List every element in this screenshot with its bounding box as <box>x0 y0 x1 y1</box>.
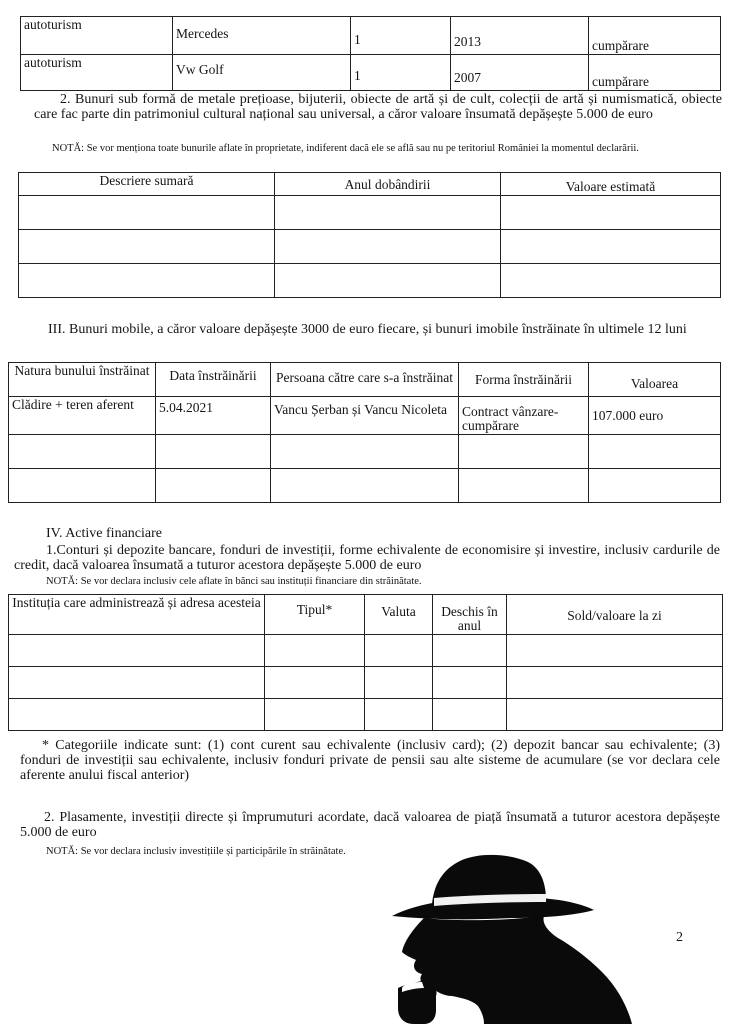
header-date: Data înstrăinării <box>156 363 271 397</box>
section5-note: NOTĂ: Se vor declara inclusiv investițiile și participările în străinătate. <box>46 846 346 857</box>
table-row <box>9 635 723 667</box>
vehicle-count-cell: 1 <box>351 17 451 55</box>
vehicle-type-cell: autoturism <box>21 55 173 91</box>
section5-text: 2. Plasamente, investiții directe și împrumuturi acordate, dacă valoarea de piață însumată a tuturor acestora depășește 5.000 de euro <box>20 810 720 840</box>
alienated-date-cell: 5.04.2021 <box>156 397 271 435</box>
vehicle-mode-cell: cumpărare <box>589 17 721 55</box>
alienated-nature-cell: Clădire + teren aferent <box>9 397 156 435</box>
table-row <box>9 397 721 435</box>
header-opened-year: Deschis în anul <box>433 595 507 635</box>
header-type: Tipul* <box>265 595 365 635</box>
table-row <box>9 667 723 699</box>
section2-text: 2. Bunuri sub formă de metale prețioase, bijuterii, obiecte de artă și de cult, colecții de artă și numismatică, obiecte care fac parte din patrimoniul cultural național sau universal, a căror valoare însumată depășește 5.000 de euro <box>34 92 722 122</box>
table-header-row <box>9 363 721 397</box>
table-row <box>21 17 721 55</box>
header-form: Forma înstrăinării <box>459 363 589 397</box>
header-description: Descriere sumară <box>19 173 275 196</box>
section4-title: IV. Active financiare <box>46 526 162 541</box>
vehicle-brand-cell: Vw Golf <box>173 55 351 91</box>
section2-table <box>18 172 721 298</box>
table-header-row <box>19 173 721 196</box>
page-number: 2 <box>676 930 683 945</box>
header-balance: Sold/valoare la zi <box>507 595 723 635</box>
table-header-row <box>9 595 723 635</box>
detective-silhouette-icon <box>332 838 632 1024</box>
section3-text: III. Bunuri mobile, a căror valoare depășește 3000 de euro fiecare, și bunuri imobile înstrăinate în ultimele 12 luni <box>48 322 687 337</box>
table-row <box>9 469 721 503</box>
section4-footnote: * Categoriile indicate sunt: (1) cont curent sau echivalente (inclusiv card); (2) depozit bancar sau echivalente; (3) fonduri de investiții sau echivalente, inclusiv fonduri private de pensii sau alte sisteme de acumulare (se vor declara cele aferente anului fiscal anterior) <box>20 738 720 783</box>
table-row <box>9 435 721 469</box>
vehicle-mode-cell: cumpărare <box>589 55 721 91</box>
section3-table <box>8 362 721 503</box>
header-institution: Instituția care administrează și adresa acesteia <box>9 595 265 635</box>
table-row <box>9 699 723 731</box>
vehicle-count-cell: 1 <box>351 55 451 91</box>
table-row <box>19 264 721 298</box>
section4-table <box>8 594 723 731</box>
vehicle-year-cell: 2013 <box>451 17 589 55</box>
table-row <box>19 230 721 264</box>
table-row <box>19 196 721 230</box>
header-value: Valoarea <box>589 363 721 397</box>
alienated-form-cell: Contract vânzare-cumpărare <box>459 397 589 435</box>
header-nature: Natura bunului înstrăinat <box>9 363 156 397</box>
vehicles-table <box>20 16 721 91</box>
table-row <box>21 55 721 91</box>
alienated-value-cell: 107.000 euro <box>589 397 721 435</box>
vehicle-year-cell: 2007 <box>451 55 589 91</box>
alienated-person-cell: Vancu Șerban și Vancu Nicoleta <box>271 397 459 435</box>
vehicle-brand-cell: Mercedes <box>173 17 351 55</box>
header-year-acquired: Anul dobândirii <box>275 173 501 196</box>
section2-note: NOTĂ: Se vor menționa toate bunurile aflate în proprietate, indiferent dacă ele se află sau nu pe teritoriul României la momentul declarării. <box>52 143 639 154</box>
section4-text: 1.Conturi și depozite bancare, fonduri de investiții, forme echivalente de economisire și investire, inclusiv cardurile de credit, dacă valoarea însumată a tuturor acestora depășește 5.000 de euro <box>14 543 720 573</box>
header-estimated-value: Valoare estimată <box>501 173 721 196</box>
vehicle-type-cell: autoturism <box>21 17 173 55</box>
section4-note: NOTĂ: Se vor declara inclusiv cele aflate în bănci sau instituții financiare din străinătate. <box>46 576 422 587</box>
header-currency: Valuta <box>365 595 433 635</box>
header-person: Persoana către care s-a înstrăinat <box>271 363 459 397</box>
